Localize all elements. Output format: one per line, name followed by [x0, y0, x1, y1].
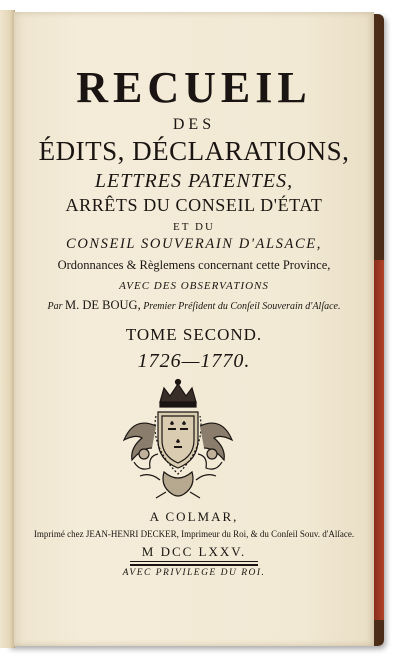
cover-red-edge	[374, 260, 384, 620]
divider-thin	[130, 561, 258, 562]
author-line	[14, 298, 374, 313]
imprint-place: A COLMAR,	[149, 509, 239, 524]
book	[0, 10, 390, 650]
author-prefix: Par	[47, 301, 63, 312]
title-lettres-patentes: LETTRES PATENTES,	[94, 170, 294, 192]
royal-privilege: AVEC PRIVILEGE DU ROI.	[122, 568, 266, 578]
title-avec-observations: AVEC DES OBSERVATIONS	[119, 280, 269, 292]
title-page	[14, 12, 374, 646]
title-des: DES	[172, 116, 216, 133]
author-title: Premier Préſident du Conſeil Souverain d'Alſace.	[143, 301, 341, 312]
divider-thick	[130, 564, 258, 566]
title-conseil-souverain: CONSEIL SOUVERAIN D'ALSACE,	[66, 236, 322, 252]
title-edits-declarations: ÉDITS, DÉCLARATIONS,	[38, 136, 350, 166]
main-title: RECUEIL	[76, 63, 312, 112]
royal-arms-crown-angels-icon	[120, 376, 236, 500]
year-range: 1726—1770.	[137, 350, 251, 372]
imprint-printer: Imprimé chez JEAN-HENRI DECKER, Imprimeur du Roi, & du Conſeil Souv. d'Alſace.	[33, 529, 355, 539]
title-arrets: ARRÊTS DU CONSEIL D'ÉTAT	[65, 195, 323, 215]
imprint-year: M DCC LXXV.	[141, 544, 247, 559]
author-name: M. DE BOUG,	[65, 298, 141, 312]
title-ordonnances: Ordonnances & Règlemens concernant cette Province,	[57, 258, 331, 272]
volume-label: TOME SECOND.	[125, 325, 263, 344]
page-gutter	[0, 10, 15, 648]
title-et-du: ET DU	[173, 221, 215, 233]
